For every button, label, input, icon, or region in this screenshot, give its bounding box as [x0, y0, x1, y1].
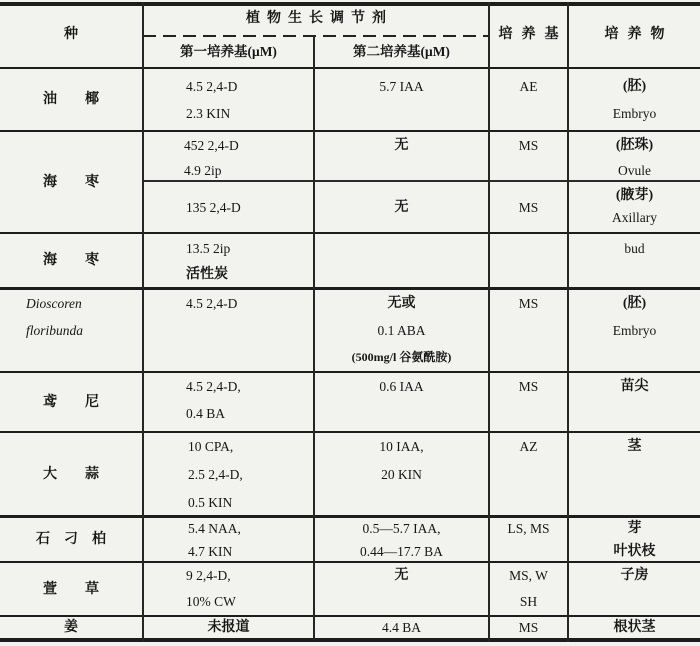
medium2-value: 无	[394, 568, 409, 583]
row-dioscorea-species	[0, 290, 168, 371]
species-daylily: 萱 草	[43, 581, 99, 597]
header-medium	[490, 2, 567, 67]
header-culture	[569, 2, 700, 67]
medium2-value: 0.6 IAA	[379, 379, 424, 394]
culture-value: (胚)	[622, 79, 647, 94]
medium2-value: 10 IAA,	[379, 439, 424, 454]
row-asparagus-medium	[490, 517, 567, 561]
culture-value: (腋芽)	[615, 188, 654, 203]
row-ginger-medium	[490, 617, 567, 638]
medium2-value: 0.1 ABA	[377, 323, 426, 338]
medium1-value: 4.5 2,4-D	[186, 296, 238, 311]
species-date-palm: 海 枣	[43, 174, 99, 190]
row-date-palm-species	[0, 132, 142, 232]
row-date-palm-sub1-medium2	[315, 133, 488, 180]
species-iris: 鸢 尼	[43, 394, 99, 410]
medium2-value: 0.5—5.7 IAA,	[362, 521, 441, 536]
row-oil-palm-species	[0, 69, 142, 130]
row-date-palm-bud-species	[0, 234, 142, 287]
medium1-value: 452 2,4-D	[184, 138, 239, 153]
row-dioscorea-medium2	[315, 290, 488, 371]
header-species	[0, 2, 142, 67]
medium2-value: 无	[394, 138, 409, 153]
header-medium2	[315, 35, 488, 67]
medium-value: LS, MS	[507, 521, 550, 536]
row-ginger-medium2	[315, 617, 488, 638]
medium1-value: 10 CPA,	[188, 439, 234, 454]
species-oil-palm: 油 椰	[43, 92, 99, 107]
header-species-label: 种	[64, 27, 78, 42]
medium-value: AE	[519, 79, 538, 94]
row-dioscorea-medium	[490, 290, 567, 371]
row-date-palm-bud-medium1	[144, 236, 355, 287]
header-medium1	[144, 35, 313, 67]
row-garlic-medium2	[315, 433, 488, 515]
row-asparagus-medium2	[315, 517, 488, 561]
row-dioscorea-culture	[569, 290, 700, 371]
medium-value: MS, W	[509, 568, 548, 583]
row-date-palm-bud-culture	[569, 236, 700, 287]
medium1-value: 10% CW	[186, 594, 236, 609]
table-border-bottom	[0, 638, 700, 642]
culture-value: 苗尖	[620, 379, 649, 394]
culture-value: Axillary	[612, 210, 657, 225]
row-oil-palm-medium2	[315, 73, 488, 130]
header-regulators	[144, 2, 488, 34]
row-asparagus-species	[0, 517, 142, 561]
culture-value: Embryo	[612, 323, 657, 338]
culture-value: Ovule	[618, 163, 651, 178]
row-iris-culture	[569, 373, 700, 431]
medium1-value: 0.5 KIN	[188, 495, 233, 510]
medium1-value: 4.5 2,4-D	[186, 79, 238, 94]
row-date-palm-sub2-culture	[569, 182, 700, 232]
row-oil-palm-culture	[569, 73, 700, 130]
medium2-value: 20 KIN	[381, 467, 422, 482]
culture-value: bud	[624, 241, 645, 256]
row-iris-medium	[490, 373, 567, 431]
medium1-value: 4.9 2ip	[184, 163, 222, 178]
species-date-palm-bud: 海 枣	[43, 253, 99, 268]
header-medium1-label: 第一培养基(μM)	[180, 43, 277, 59]
medium-value: MS	[518, 296, 539, 311]
species-dioscorea: Dioscoren	[26, 296, 82, 311]
medium-value: SH	[519, 594, 538, 609]
row-daylily-species	[0, 563, 142, 615]
medium2-value: 无或	[387, 296, 416, 311]
species-dioscorea: floribunda	[26, 323, 84, 338]
medium2-value: 5.7 IAA	[379, 79, 424, 94]
culture-value: 根状茎	[613, 619, 656, 635]
medium1-value: 4.7 KIN	[188, 544, 233, 559]
row-ginger-culture	[569, 617, 700, 638]
medium2-value: 4.4 BA	[381, 619, 421, 635]
header-medium2-label: 第二培养基(μM)	[353, 43, 450, 59]
medium2-value: 0.44—17.7 BA	[360, 544, 443, 559]
row-daylily-medium2	[315, 563, 488, 615]
row-ginger-species	[0, 617, 142, 638]
row-garlic-species	[0, 433, 142, 515]
medium-value: MS	[518, 199, 539, 215]
medium-value: MS	[518, 619, 539, 635]
culture-value: 芽	[627, 521, 642, 536]
row-date-palm-sub2-medium	[490, 182, 567, 232]
medium-value: MS	[518, 138, 539, 153]
row-date-palm-sub1-medium	[490, 133, 567, 180]
row-date-palm-sub1-culture	[569, 133, 700, 180]
row-daylily-culture	[569, 563, 700, 615]
row-date-palm-sub2-medium2	[315, 182, 488, 232]
culture-value: 叶状枝	[613, 544, 656, 559]
culture-value: Embryo	[612, 106, 657, 121]
medium1-value: 未报道	[207, 619, 250, 635]
row-garlic-culture	[569, 433, 700, 515]
culture-value: 茎	[627, 439, 642, 454]
row-garlic-medium	[490, 433, 567, 515]
row-asparagus-culture	[569, 517, 700, 561]
header-culture-label: 培养物	[604, 27, 674, 42]
header-medium-label: 培养基	[498, 27, 568, 42]
medium1-value: 4.5 2,4-D,	[186, 379, 241, 394]
medium2-value: 无	[394, 199, 409, 215]
medium-value: MS	[518, 379, 539, 394]
row-daylily-medium	[490, 563, 567, 615]
medium1-value: 9 2,4-D,	[186, 568, 231, 583]
medium1-value: 0.4 BA	[186, 406, 226, 421]
medium2-value: (500mg/l 谷氨酰胺)	[351, 350, 452, 364]
medium1-value: 5.4 NAA,	[188, 521, 241, 536]
medium1-value: 2.3 KIN	[186, 106, 231, 121]
medium-value: AZ	[519, 439, 538, 454]
row-ginger-medium1	[144, 617, 313, 638]
header-regulators-label: 植物生长调节剂	[246, 10, 393, 26]
row-oil-palm-medium	[490, 73, 567, 130]
row-iris-medium2	[315, 373, 488, 431]
culture-value: (胚珠)	[615, 138, 654, 153]
culture-value: 子房	[620, 568, 649, 583]
species-garlic: 大 蒜	[43, 466, 99, 482]
species-asparagus: 石 刁 柏	[36, 531, 106, 547]
row-iris-species	[0, 373, 142, 431]
species-ginger: 姜	[64, 619, 78, 635]
medium1-value: 活性炭	[186, 267, 228, 282]
medium1-value: 135 2,4-D	[186, 199, 241, 215]
medium1-value: 2.5 2,4-D,	[188, 467, 243, 482]
culture-value: (胚)	[622, 296, 647, 311]
medium1-value: 13.5 2ip	[186, 241, 231, 256]
